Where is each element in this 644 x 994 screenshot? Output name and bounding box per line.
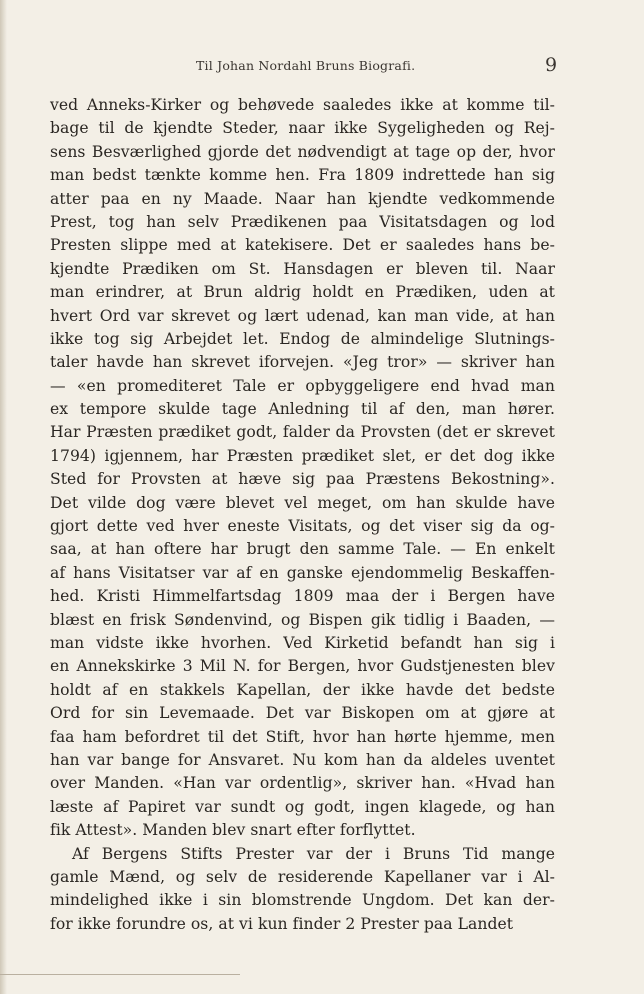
text-line: han var bange for Ansvaret. Nu kom han da aldeles uventet [50,750,555,769]
text-line: Det vilde dog være blevet vel meget, om han skulde have [50,493,555,512]
text-line: læste af Papiret var sundt og godt, ingen klagede, og han [50,797,555,816]
page-number: 9 [545,54,558,76]
text-line: Prest, tog han selv Prædikenen paa Visitatsdagen og lod [50,212,555,231]
text-line: for ikke forundre os, at vi kun finder 2 Prester paa Landet [50,914,514,933]
text-line: bage til de kjendte Steder, naar ikke Sygeligheden og Rej- [50,119,555,138]
page-bottom-rule [0,974,240,979]
text-line: holdt af en stakkels Kapellan, der ikke havde det bedste [50,680,555,699]
text-line: blæst en frisk Søndenvind, og Bispen gik tidlig i Baaden, — [50,610,555,629]
body-text [50,94,555,936]
text-line: en Annekskirke 3 Mil N. for Bergen, hvor Gudstjenesten blev [50,657,555,676]
page-edge-shadow [0,0,7,994]
text-line: over Manden. «Han var ordentlig», skriver han. «Hvad han [50,774,555,793]
text-line: fik Attest». Manden blev snart efter forflyttet. [50,821,416,840]
text-line: af hans Visitatser var af en ganske ejendommelig Beskaffen- [50,563,555,582]
text-line: ved Anneks-Kirker og behøvede saaledes ikke at komme til- [50,96,555,114]
text-line: gjort dette ved hver eneste Visitats, og det viser sig da og- [50,517,555,536]
text-line: man vidste ikke hvorhen. Ved Kirketid befandt han sig i [50,633,555,652]
running-head-title: Til Johan Nordahl Bruns Biografi. [196,58,416,73]
text-line: Af Bergens Stifts Prester var der i Bruns Tid mange [72,844,555,863]
text-line: ikke tog sig Arbejdet let. Endog de almindelige Slutnings- [50,329,555,348]
text-line: Presten slippe med at katekisere. Det er saaledes hans be- [50,236,555,255]
text-line: mindelighed ikke i sin blomstrende Ungdom. Det kan der- [50,891,555,910]
text-line: sens Besværlighed gjorde det nødvendigt at tage op der, hvor [50,142,555,161]
text-line: man bedst tænkte komme hen. Fra 1809 indrettede han sig [50,166,555,185]
text-line: hvert Ord var skrevet og lært udenad, kan man vide, at han [50,306,555,325]
text-line: atter paa en ny Maade. Naar han kjendte vedkommende [50,189,555,208]
text-line: taler havde han skrevet iforvejen. «Jeg tror» — skriver han [50,353,555,372]
text-line: Ord for sin Levemaade. Det var Biskopen om at gjøre at [50,704,555,723]
text-line: ex tempore skulde tage Anledning til af den, man hører. [50,400,555,419]
text-line: — «en promediteret Tale er opbyggeligere end hvad man [50,376,555,395]
text-line: Har Præsten prædiket godt, falder da Provsten (det er skrevet [50,423,555,442]
text-line: gamle Mænd, og selv de residerende Kapellaner var i Al- [50,867,555,886]
text-line: 1794) igjennem, har Præsten prædiket slet, er det dog ikke [50,446,555,465]
text-line: faa ham befordret til det Stift, hvor han hørte hjemme, men [50,727,555,746]
text-line: hed. Kristi Himmelfartsdag 1809 maa der i Bergen have [50,587,555,606]
running-head [0,54,644,80]
text-line: saa, at han oftere har brugt den samme Tale. — En enkelt [50,540,555,559]
text-line: Sted for Provsten at hæve sig paa Præstens Bekostning». [50,470,555,489]
text-line: man erindrer, at Brun aldrig holdt en Prædiken, uden at [50,283,555,302]
text-line: kjendte Prædiken om St. Hansdagen er bleven til. Naar [50,259,555,278]
